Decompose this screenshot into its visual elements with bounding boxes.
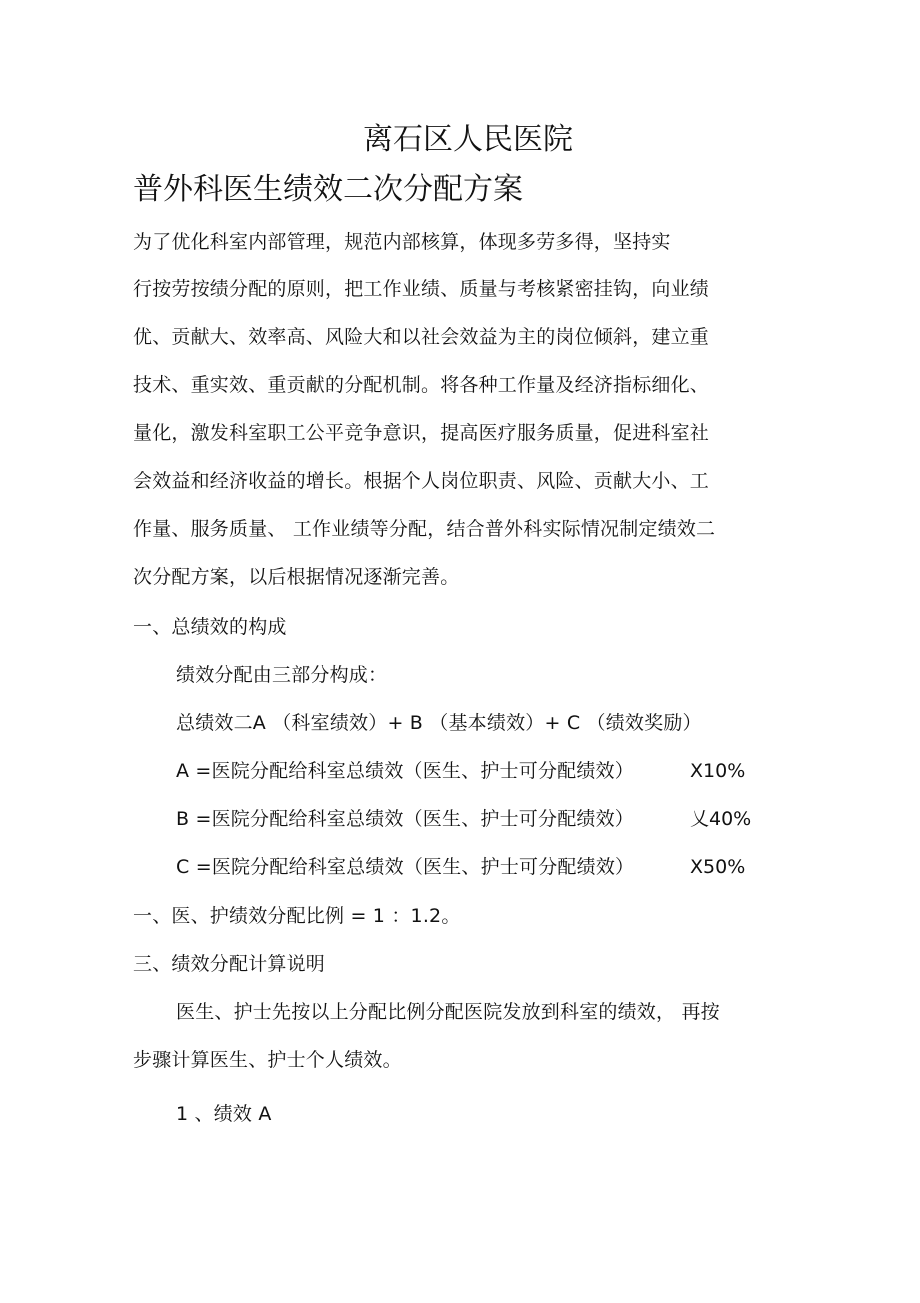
item-b-percent: 乂40%: [690, 808, 752, 830]
item-a-text: A =医院分配给科室总绩效（医生、护士可分配绩效）: [176, 760, 634, 782]
section1-heading: 一、总绩效的构成: [133, 616, 287, 638]
section3-para-line-1: 医生、护士先按以上分配比例分配医院发放到科室的绩效， 再按: [176, 1001, 720, 1023]
intro-line-2: 行按劳按绩分配的原则，把工作业绩、质量与考核紧密挂钩，向业绩: [133, 278, 710, 300]
intro-line-6: 会效益和经济收益的增长。根据个人岗位职责、风险、贡献大小、工: [133, 470, 710, 492]
intro-line-4: 技术、重实效、重贡献的分配机制。将各种工作量及经济指标细化、: [133, 374, 710, 396]
item-c-percent: X50%: [690, 856, 746, 878]
section1-formula: 总绩效二A （科室绩效）+ B （基本绩效）+ C （绩效奖励）: [176, 712, 702, 734]
intro-line-3: 优、贡献大、效率高、风险大和以社会效益为主的岗位倾斜，建立重: [133, 326, 710, 348]
item-c-text: C =医院分配给科室总绩效（医生、护士可分配绩效）: [176, 856, 635, 878]
document-title: 离石区人民医院: [363, 122, 573, 157]
section2-heading: 一、医、护绩效分配比例 = 1 ：1.2。: [133, 905, 461, 927]
intro-line-8: 次分配方案，以后根据情况逐渐完善。: [133, 566, 460, 588]
document-subtitle: 普外科医生绩效二次分配方案: [133, 172, 523, 207]
section3-sub-item: 1 、绩效 A: [176, 1103, 272, 1125]
section3-heading: 三、绩效分配计算说明: [133, 953, 326, 975]
item-a-percent: X10%: [690, 760, 746, 782]
item-b-text: B =医院分配给科室总绩效（医生、护士可分配绩效）: [176, 808, 634, 830]
intro-line-5: 量化，激发科室职工公平竞争意识，提高医疗服务质量，促进科室社: [133, 422, 710, 444]
section3-para-line-2: 步骤计算医生、护士个人绩效。: [133, 1049, 402, 1071]
section1-composition: 绩效分配由三部分构成：: [176, 664, 388, 686]
intro-line-7: 作量、服务质量、 工作业绩等分配，结合普外科实际情况制定绩效二: [133, 518, 716, 540]
intro-line-1: 为了优化科室内部管理，规范内部核算，体现多劳多得，坚持实: [133, 231, 671, 253]
